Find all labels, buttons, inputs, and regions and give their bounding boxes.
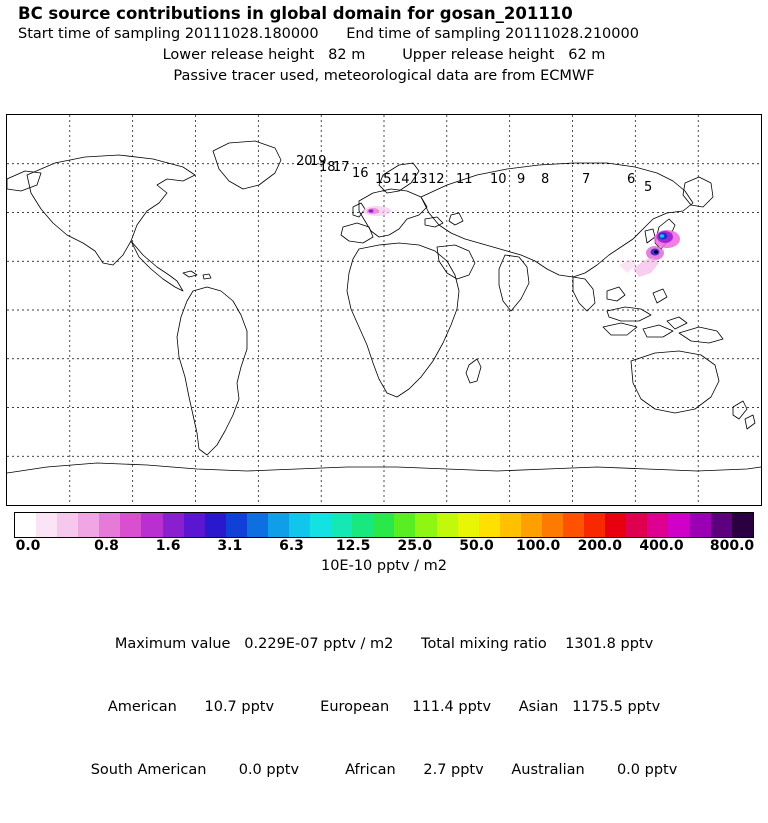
colorbar-tick-label: 25.0 xyxy=(397,538,433,554)
release-height-line: Lower release height 82 m Upper release height 62 m xyxy=(162,47,606,63)
colorbar-segment xyxy=(605,513,626,537)
colorbar-segment xyxy=(500,513,521,537)
header xyxy=(0,0,768,87)
colorbar-tick-labels xyxy=(0,538,768,556)
tracer-info-line: Passive tracer used, meteorological data are from ECMWF xyxy=(173,68,595,84)
colorbar-segment xyxy=(415,513,436,537)
colorbar-tick-label: 1.6 xyxy=(155,538,181,554)
colorbar-segment xyxy=(437,513,458,537)
colorbar-segment xyxy=(120,513,141,537)
colorbar-tick-label: 200.0 xyxy=(577,538,622,554)
colorbar-segment xyxy=(310,513,331,537)
svg-text:19: 19 xyxy=(310,154,327,169)
colorbar-tick-label: 0.0 xyxy=(15,538,41,554)
svg-text:18: 18 xyxy=(319,160,336,175)
world-map xyxy=(6,114,762,506)
colorbar-segment xyxy=(289,513,310,537)
svg-text:17: 17 xyxy=(333,160,350,175)
colorbar-segment xyxy=(373,513,394,537)
colorbar-segment xyxy=(521,513,542,537)
colorbar-segment xyxy=(15,513,36,537)
map-canvas xyxy=(7,115,761,505)
svg-text:13: 13 xyxy=(411,172,428,187)
colorbar-segment xyxy=(78,513,99,537)
svg-text:6: 6 xyxy=(627,172,636,187)
svg-text:20: 20 xyxy=(296,154,313,169)
colorbar-tick-label: 50.0 xyxy=(459,538,494,554)
colorbar-segment xyxy=(542,513,563,537)
stats-row-regions-1: American 10.7 pptv European 111.4 pptv Asian 1175.5 pptv xyxy=(107,699,661,715)
colorbar-tick-label: 6.3 xyxy=(279,538,304,554)
svg-text:12: 12 xyxy=(428,172,445,187)
page-title: BC source contributions in global domain for gosan_201110 xyxy=(18,4,573,23)
colorbar-tick-label: 400.0 xyxy=(639,538,684,554)
stats-row-regions-2: South American 0.0 pptv African 2.7 pptv Australian 0.0 pptv xyxy=(90,762,678,778)
colorbar-tick-label: 0.8 xyxy=(94,538,119,554)
colorbar-segment xyxy=(163,513,184,537)
svg-text:9: 9 xyxy=(517,172,526,187)
svg-text:14: 14 xyxy=(393,172,410,187)
svg-text:15: 15 xyxy=(375,172,392,187)
colorbar-segment xyxy=(99,513,120,537)
svg-text:5: 5 xyxy=(644,180,653,195)
colorbar-segment xyxy=(247,513,268,537)
colorbar-unit-label: 10E-10 pptv / m2 xyxy=(320,558,448,574)
colorbar-segment xyxy=(57,513,78,537)
colorbar-segment xyxy=(331,513,352,537)
colorbar-segment xyxy=(584,513,605,537)
colorbar-segment xyxy=(563,513,584,537)
colorbar-segment xyxy=(690,513,711,537)
colorbar-segment xyxy=(711,513,732,537)
svg-text:16: 16 xyxy=(352,166,369,181)
colorbar-segment xyxy=(184,513,205,537)
colorbar-segment xyxy=(479,513,500,537)
colorbar-tick-label: 3.1 xyxy=(217,538,243,554)
colorbar-tick-label: 800.0 xyxy=(709,538,755,554)
colorbar-segment xyxy=(36,513,57,537)
colorbar xyxy=(14,512,754,538)
colorbar-segment xyxy=(141,513,162,537)
colorbar-tick-label: 100.0 xyxy=(516,538,561,554)
colorbar-tick-label: 12.5 xyxy=(335,538,371,554)
statistics-block xyxy=(0,592,768,823)
colorbar-segment xyxy=(352,513,373,537)
colorbar-segment xyxy=(668,513,689,537)
svg-text:7: 7 xyxy=(582,172,591,187)
svg-text:8: 8 xyxy=(541,172,550,187)
colorbar-segment xyxy=(268,513,289,537)
colorbar-segment xyxy=(647,513,668,537)
colorbar-segment xyxy=(205,513,226,537)
svg-text:11: 11 xyxy=(456,172,473,187)
stats-row-max-total: Maximum value 0.229E-07 pptv / m2 Total mixing ratio 1301.8 pptv xyxy=(114,636,654,652)
colorbar-segment xyxy=(226,513,247,537)
colorbar-segment xyxy=(732,513,753,537)
colorbar-segment xyxy=(458,513,479,537)
colorbar-segment xyxy=(626,513,647,537)
colorbar-segment xyxy=(394,513,415,537)
svg-text:10: 10 xyxy=(490,172,507,187)
sampling-time-line: Start time of sampling 20111028.180000 End time of sampling 20111028.210000 xyxy=(18,26,639,42)
